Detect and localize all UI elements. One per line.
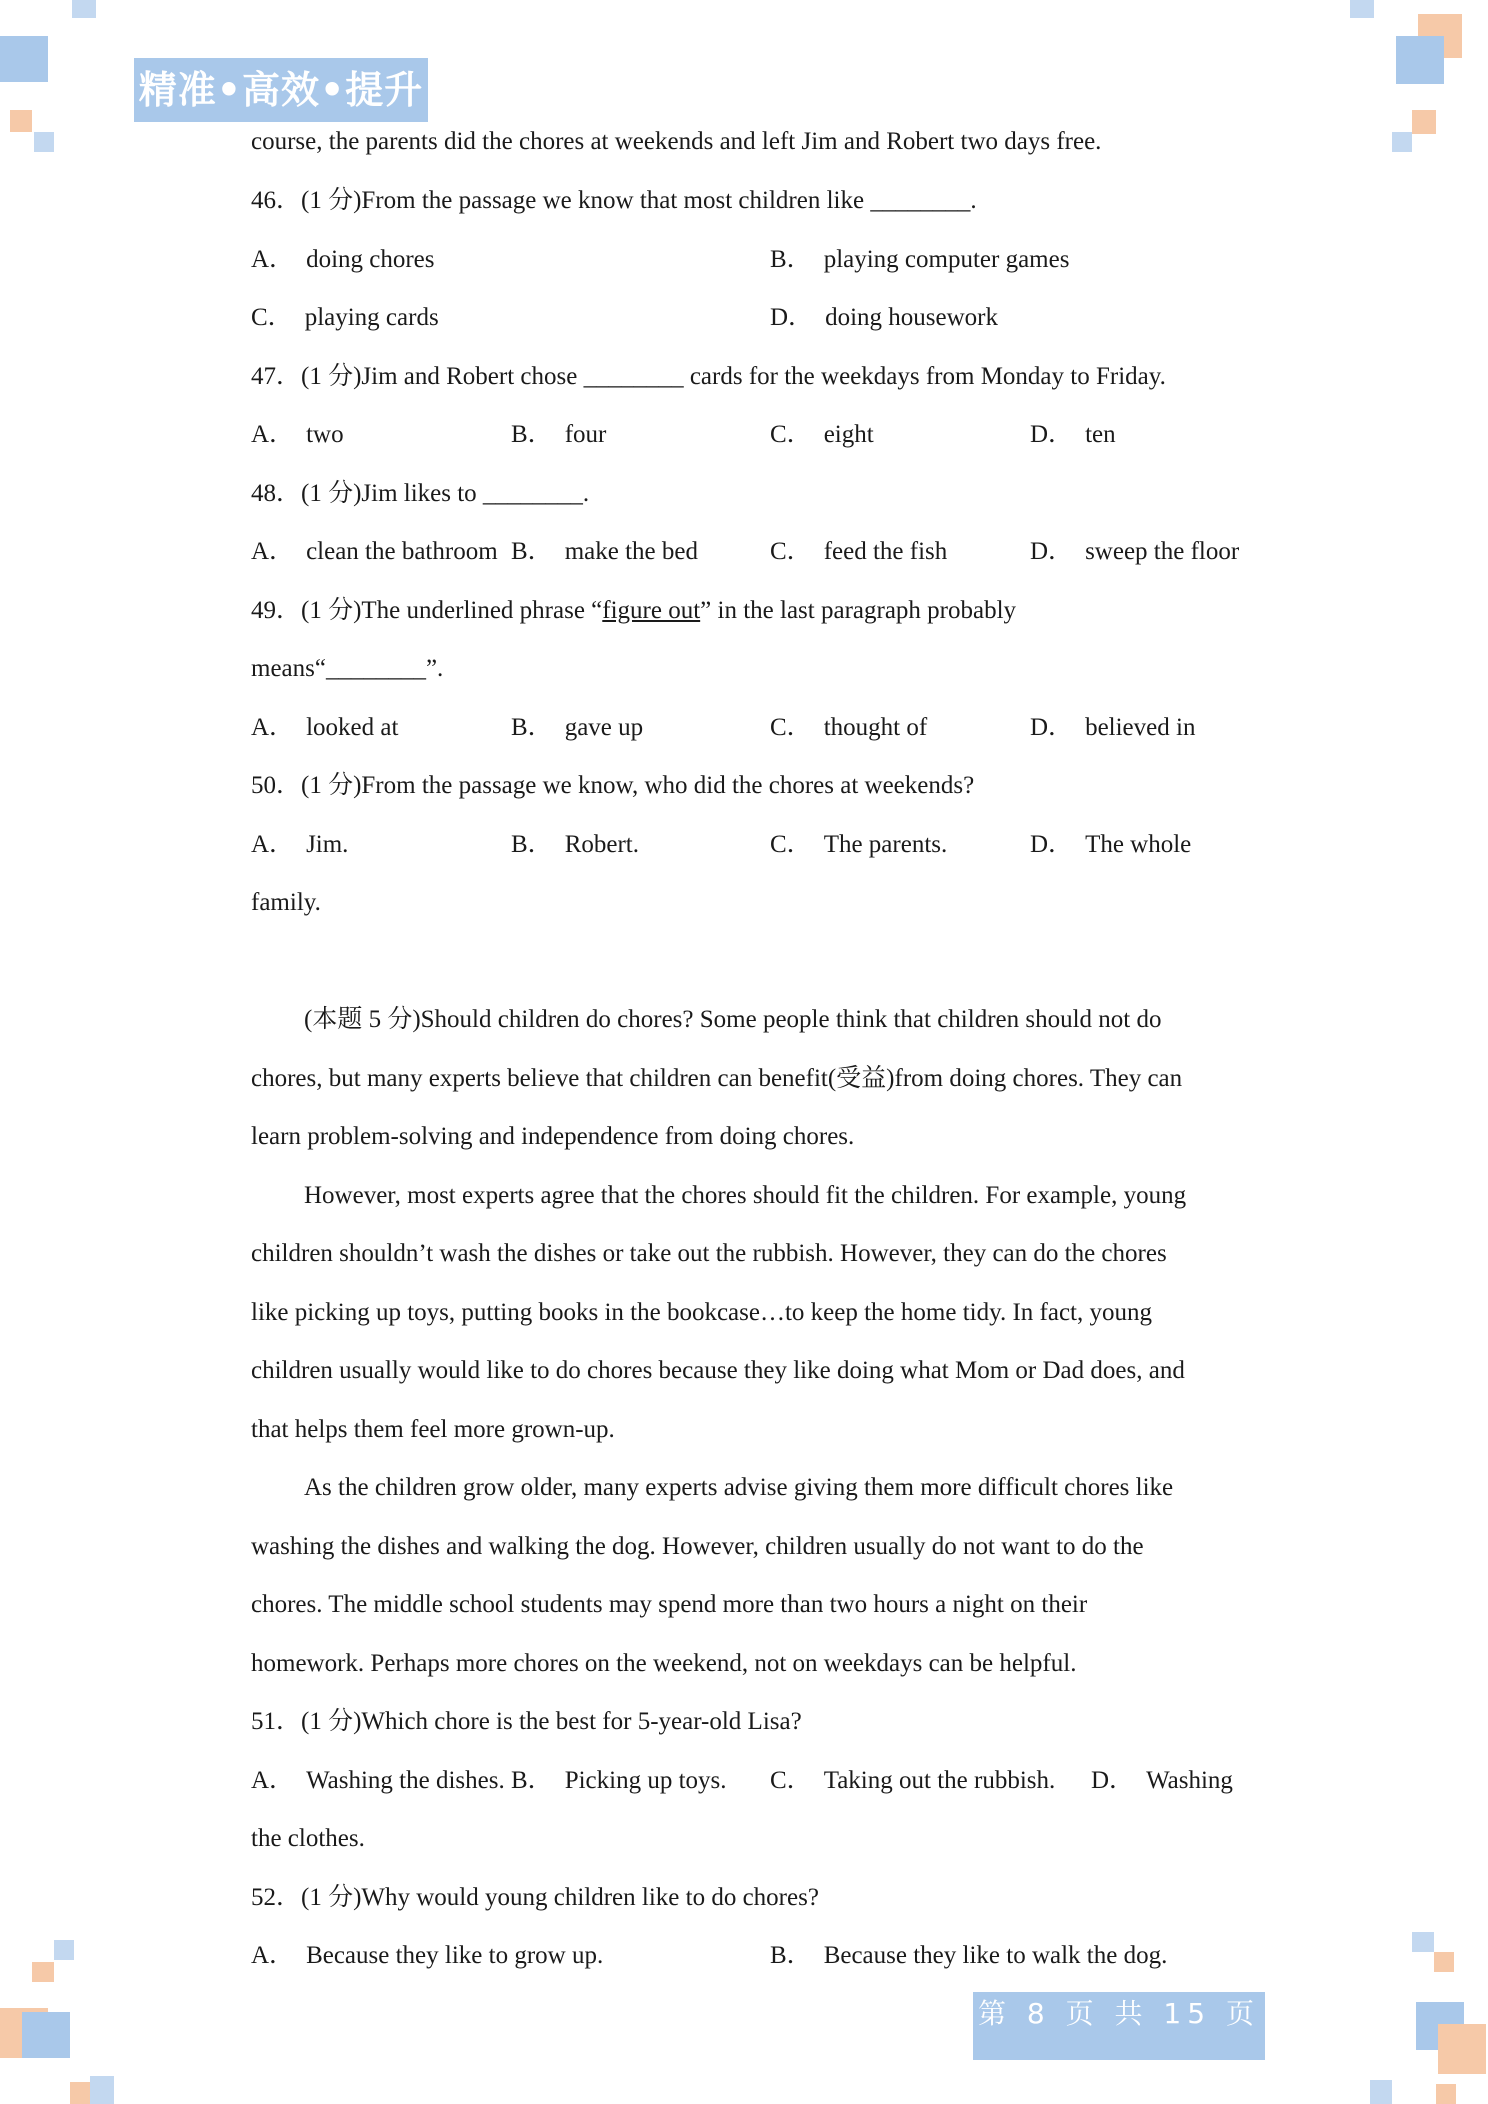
decor-square xyxy=(1350,0,1374,18)
q49-option-b[interactable]: B． gave up xyxy=(511,714,644,741)
question-49-stem: 49．(1 分)The underlined phrase “figure out” in the last paragraph probably xyxy=(251,597,1017,624)
question-50-stem: 50．(1 分)From the passage we know, who did the chores at weekends? xyxy=(251,772,975,799)
q46-option-d[interactable]: D． doing housework xyxy=(770,304,998,331)
decor-square xyxy=(34,132,54,152)
passage-line: that helps them feel more grown-up. xyxy=(251,1416,615,1443)
decor-square xyxy=(10,110,32,132)
q52-option-b[interactable]: B． Because they like to walk the dog. xyxy=(770,1942,1168,1969)
brand-banner: 精准•高效•提升 xyxy=(134,58,428,122)
decor-square xyxy=(1392,132,1412,152)
decor-square xyxy=(22,2012,70,2058)
passage-line: children shouldn’t wash the dishes or take out the rubbish. However, they can do the chores xyxy=(251,1240,1167,1267)
question-48-stem: 48．(1 分)Jim likes to ________. xyxy=(251,480,590,507)
q48-option-d[interactable]: D． sweep the floor xyxy=(1030,538,1240,565)
decor-square xyxy=(1396,36,1444,84)
q46-option-a[interactable]: A． doing chores xyxy=(251,246,435,273)
decor-square xyxy=(90,2076,114,2104)
decor-square xyxy=(1434,1952,1454,1972)
q52-option-a[interactable]: A． Because they like to grow up. xyxy=(251,1942,604,1969)
q51-option-a[interactable]: A． Washing the dishes. xyxy=(251,1767,505,1794)
passage-line: like picking up toys, putting books in the bookcase…to keep the home tidy. In fact, young xyxy=(251,1299,1153,1326)
q51-option-d[interactable]: D． Washing xyxy=(1091,1767,1233,1794)
decor-square xyxy=(70,2082,90,2104)
decor-square xyxy=(72,0,96,18)
q50-option-b[interactable]: B． Robert. xyxy=(511,831,639,858)
q51-option-b[interactable]: B． Picking up toys. xyxy=(511,1767,727,1794)
decor-square xyxy=(1412,110,1436,134)
question-46-stem: 46．(1 分)From the passage we know that most children like ________. xyxy=(251,187,977,214)
question-49-stem-cont: means“________”. xyxy=(251,655,444,682)
passage-line: (本题 5 分)Should children do chores? Some people think that children should not do xyxy=(304,1006,1162,1033)
q49-option-d[interactable]: D． believed in xyxy=(1030,714,1196,741)
decor-square xyxy=(0,36,48,82)
decor-square xyxy=(1370,2080,1392,2104)
q49-option-c[interactable]: C． thought of xyxy=(770,714,928,741)
q48-option-c[interactable]: C． feed the fish xyxy=(770,538,948,565)
decor-square xyxy=(32,1962,54,1982)
passage-line: children usually would like to do chores because they like doing what Mom or Dad does, and xyxy=(251,1357,1185,1384)
passage-line: However, most experts agree that the chores should fit the children. For example, young xyxy=(304,1182,1187,1209)
q50-option-a[interactable]: A． Jim. xyxy=(251,831,349,858)
q47-option-b[interactable]: B． four xyxy=(511,421,607,448)
passage-line: chores. The middle school students may spend more than two hours a night on their xyxy=(251,1591,1088,1618)
q47-option-a[interactable]: A． two xyxy=(251,421,344,448)
passage-line: washing the dishes and walking the dog. However, children usually do not want to do the xyxy=(251,1533,1144,1560)
decor-square xyxy=(1436,2084,1456,2104)
q51-option-d-cont: the clothes. xyxy=(251,1825,365,1852)
passage-line: As the children grow older, many experts advise giving them more difficult chores like xyxy=(304,1474,1174,1501)
decor-square xyxy=(54,1940,74,1960)
q47-option-c[interactable]: C． eight xyxy=(770,421,874,448)
q50-option-d-cont: family. xyxy=(251,889,321,916)
q46-option-b[interactable]: B． playing computer games xyxy=(770,246,1070,273)
q48-option-b[interactable]: B． make the bed xyxy=(511,538,698,565)
q50-option-d[interactable]: D． The whole xyxy=(1030,831,1192,858)
q51-option-c[interactable]: C． Taking out the rubbish. xyxy=(770,1767,1056,1794)
decor-square xyxy=(1412,1932,1434,1952)
passage-tail: course, the parents did the chores at weekends and left Jim and Robert two days free. xyxy=(251,128,1102,155)
passage-line: learn problem-solving and independence from doing chores. xyxy=(251,1123,855,1150)
q46-option-c[interactable]: C． playing cards xyxy=(251,304,439,331)
question-52-stem: 52．(1 分)Why would young children like to do chores? xyxy=(251,1884,819,1911)
page-number-footer: 第 8 页 共 15 页 xyxy=(973,1992,1265,2060)
q50-option-c[interactable]: C． The parents. xyxy=(770,831,948,858)
q49-option-a[interactable]: A． looked at xyxy=(251,714,399,741)
q48-option-a[interactable]: A． clean the bathroom xyxy=(251,538,498,565)
question-51-stem: 51．(1 分)Which chore is the best for 5-year-old Lisa? xyxy=(251,1708,802,1735)
passage-line: chores, but many experts believe that children can benefit(受益)from doing chores. They can xyxy=(251,1065,1183,1092)
passage-line: homework. Perhaps more chores on the weekend, not on weekdays can be helpful. xyxy=(251,1650,1077,1677)
decor-square xyxy=(1438,2024,1486,2074)
question-47-stem: 47．(1 分)Jim and Robert chose ________ cards for the weekdays from Monday to Friday. xyxy=(251,363,1166,390)
q47-option-d[interactable]: D． ten xyxy=(1030,421,1116,448)
underlined-phrase: figure out xyxy=(602,597,701,624)
